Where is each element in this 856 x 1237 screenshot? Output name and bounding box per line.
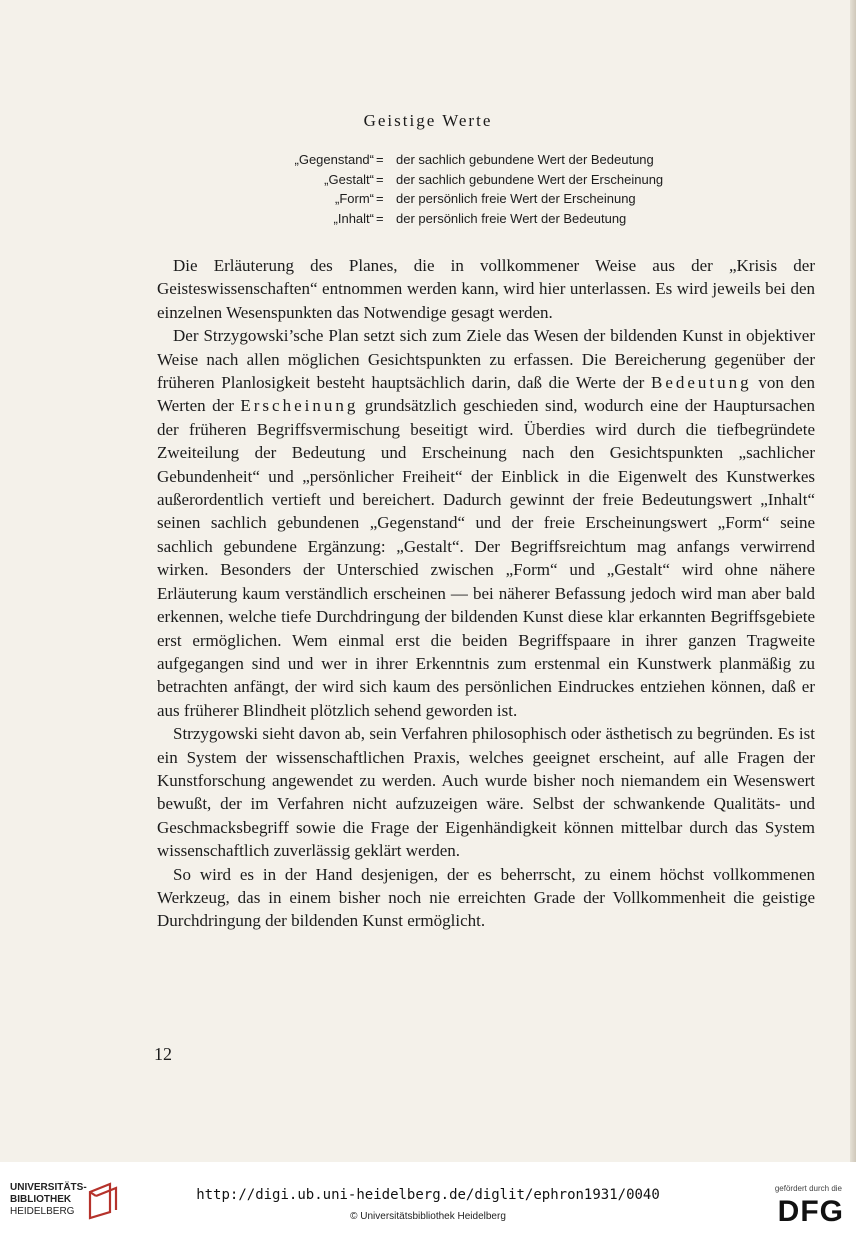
viewer-footer — [0, 1162, 856, 1237]
library-name-line2: BIBLIOTHEK — [10, 1194, 72, 1205]
definition-row — [0, 189, 856, 209]
paragraph-2-part-a: Der Strzygowski’sche Plan setzt sich zum Ziele das Wesen der bildenden Kunst in objektiver Weise nach allen möglichen Gesichtspunkten zu erfassen. Die Bereicherung gegenüber der früheren Planlosigkeit besteht hauptsächlich darin, daß die Werte der — [157, 326, 815, 393]
definition-equals: = — [376, 191, 384, 206]
paragraph-2-part-b: von den Werten der — [157, 373, 816, 416]
paragraph-4: So wird es in der Hand desjenigen, der es beherrscht, zu einem höchst vollkommenen Werkzeug, das in einem bisher noch nie erreichten Grade der Vollkommenheit die geistige Durchdringung der bildenden Kunst ermöglicht. — [157, 864, 815, 931]
definition-text: der sachlich gebundene Wert der Bedeutung — [396, 152, 654, 167]
definition-row — [0, 170, 856, 190]
emphasis-erscheinung: Erscheinung — [240, 396, 359, 416]
library-name-line1: UNIVERSITÄTS- — [10, 1182, 87, 1193]
dfg-logo: DFG — [777, 1195, 844, 1228]
body-text — [157, 254, 815, 933]
copyright-notice: © Universitätsbibliothek Heidelberg — [350, 1211, 506, 1222]
definition-text: der sachlich gebundene Wert der Erscheinung — [396, 171, 664, 187]
definition-equals: = — [376, 152, 384, 167]
definition-row — [0, 209, 856, 229]
paragraph-1: Die Erläuterung des Planes, die in vollkommener Weise aus der „Krisis der Geisteswissenschaften“ entnommen werden kann, wird hier unterlassen. Es wird jeweils bei den einzelnen Wesenspunkten das Notwendige gesagt werden. — [157, 256, 815, 322]
definition-term: „Gestalt“ — [324, 171, 374, 187]
page-number: 12 — [154, 1044, 172, 1064]
emphasis-bedeutung: Bedeutung — [650, 373, 752, 393]
definition-term: „Gegenstand“ — [294, 152, 374, 167]
library-name-line3: HEIDELBERG — [10, 1206, 75, 1217]
paragraph-3: Strzygowski sieht davon ab, sein Verfahren philosophisch oder ästhetisch zu begründen. Es ist ein System der wissenschaftlichen Praxis, welches geeignet erscheint, auf alle Fragen der Kunstforschung angewendet zu werden. Auch wurde bisher noch niemandem ein Wesenswert bewußt, der im Verfahren nicht aufzuzeigen wäre. Selbst der schwankende Qualitäts- und Geschmacksbegriff sowie die Frage der Eigenhändigkeit können mittelbar durch das System wissenschaftlich zuverlässig geklärt werden. — [157, 724, 815, 861]
definition-row — [0, 150, 856, 170]
definition-equals: = — [376, 171, 384, 187]
definition-term: „Form“ — [335, 191, 374, 206]
funding-note: gefördert durch die — [774, 1184, 842, 1193]
paragraph-2 — [157, 324, 815, 722]
definition-term: „Inhalt“ — [333, 210, 374, 226]
definition-equals: = — [376, 210, 384, 226]
paragraph-2-part-c: grundsätzlich geschieden sind, wodurch eine der Hauptursachen der früheren Begriffsvermischung beseitigt wird. Überdies wird durch die tiefbegründete Zweiteilung der Bedeutung und Erscheinung nach den Gesichtspunkten „sachlicher Gebundenheit“ und „persönlicher Freiheit“ der Einblick in die Eigenwelt des Kunstwerkes außerordentlich vertieft und bereichert. Dadurch gewinnt der freie Bedeutungswert „Inhalt“ seinen sachlich gebundenen „Gegenstand“ und der freie Erscheinungswert „Form“ seine sachlich gebundene Ergänzung: „Gestalt“. Der Begriffsreichtum mag anfangs verwirrend wirken. Besonders der Unterschied zwischen „Form“ und „Gestalt“ wird ohne nähere Erläuterung kaum verständlich erscheinen — bei näherer Befassung jedoch wird man aber bald erkennen, welche tiefe Durchdringung der bildenden Kunst diese klar erkannten Begriffsgebiete erst ermöglichen. Wem einmal erst die beiden Begriffspaare in ihrer ganzen Tragweite aufgegangen sind und wer in ihrer Erkenntnis zum erstenmal ein Kunstwerk planmäßig zu betrachten anfängt, der wird sich kaum des persönlichen Eindruckes entziehen können, daß er aus früherer Blindheit plötzlich sehend geworden ist. — [157, 396, 816, 720]
definitions-list — [0, 150, 856, 228]
document-url-link[interactable]: http://digi.ub.uni-heidelberg.de/diglit/ephron1931/0040 — [196, 1187, 660, 1203]
definition-text: der persönlich freie Wert der Bedeutung — [396, 210, 627, 226]
section-heading: Geistige Werte — [363, 111, 493, 130]
definition-text: der persönlich freie Wert der Erscheinung — [396, 191, 636, 206]
